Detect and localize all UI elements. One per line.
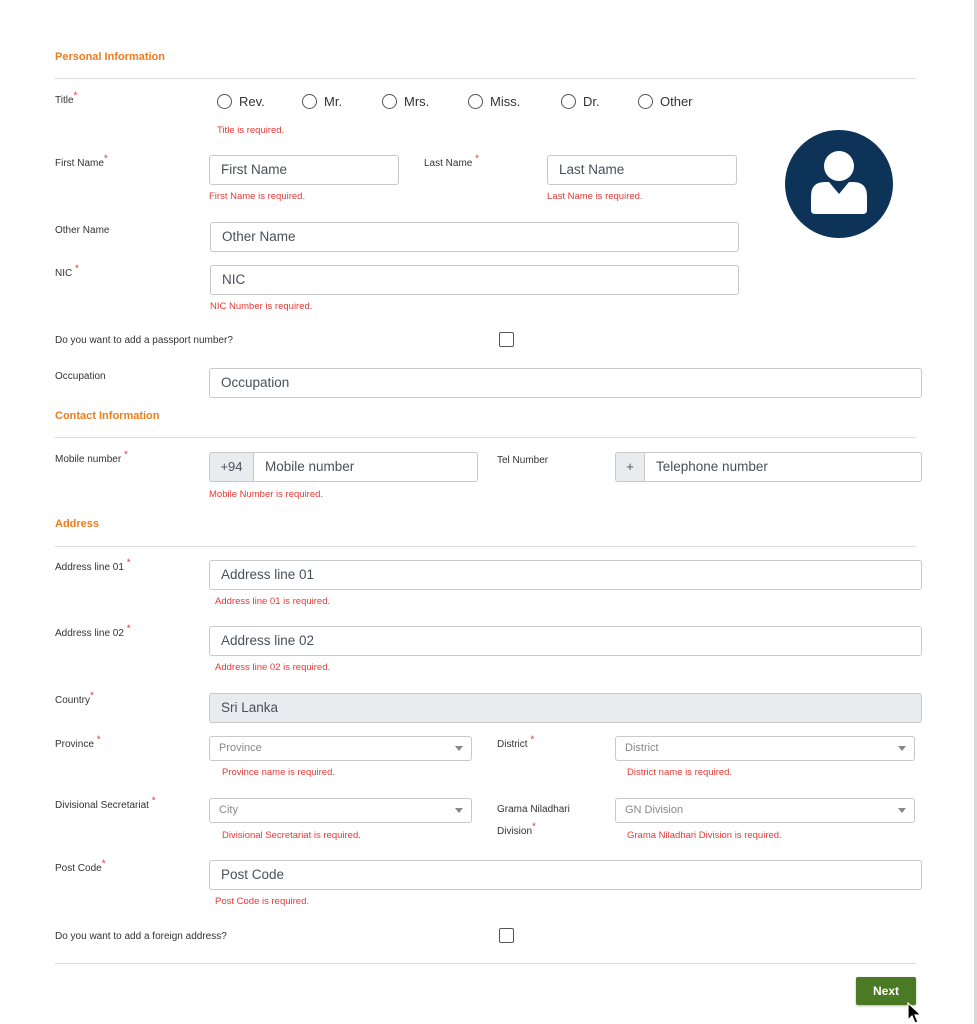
divider <box>55 78 916 79</box>
divider <box>55 963 916 964</box>
radio-icon[interactable] <box>638 94 653 109</box>
first-name-label: First Name* <box>55 153 108 169</box>
divider <box>55 546 916 547</box>
radio-icon[interactable] <box>217 94 232 109</box>
nic-input[interactable]: NIC <box>210 265 739 295</box>
address1-error: Address line 01 is required. <box>215 596 331 607</box>
ds-label: Divisional Secretariat * <box>55 795 156 811</box>
mobile-error: Mobile Number is required. <box>209 489 324 500</box>
gn-error: Grama Niladhari Division is required. <box>627 830 782 841</box>
mobile-label: Mobile number * <box>55 449 128 465</box>
title-radio-mr[interactable]: Mr. <box>302 94 342 109</box>
mouse-cursor-icon <box>906 1002 924 1024</box>
address1-label: Address line 01 * <box>55 557 131 573</box>
chevron-down-icon <box>898 808 906 813</box>
section-title-personal: Personal Information <box>55 51 166 63</box>
section-title-address: Address <box>55 518 100 530</box>
address2-input[interactable]: Address line 02 <box>209 626 922 656</box>
title-label: Title* <box>55 90 78 106</box>
title-radio-miss[interactable]: Miss. <box>468 94 520 109</box>
first-name-input[interactable]: First Name <box>209 155 399 185</box>
radio-icon[interactable] <box>561 94 576 109</box>
title-radio-mrs[interactable]: Mrs. <box>382 94 429 109</box>
section-title-contact: Contact Information <box>55 410 160 422</box>
nic-error: NIC Number is required. <box>210 301 313 312</box>
tel-prefix: + <box>615 452 644 482</box>
title-radio-dr[interactable]: Dr. <box>561 94 600 109</box>
radio-icon[interactable] <box>382 94 397 109</box>
nic-label: NIC * <box>55 263 79 279</box>
address2-error: Address line 02 is required. <box>215 662 331 673</box>
province-select[interactable]: Province <box>209 736 472 761</box>
passport-checkbox[interactable] <box>499 332 514 347</box>
user-silhouette-icon <box>785 130 893 238</box>
postcode-input[interactable]: Post Code <box>209 860 922 890</box>
other-name-label: Other Name <box>55 225 110 236</box>
last-name-input[interactable]: Last Name <box>547 155 737 185</box>
postcode-error: Post Code is required. <box>215 896 309 907</box>
address1-input[interactable]: Address line 01 <box>209 560 922 590</box>
gn-label: Grama Niladhari Division* <box>497 804 570 837</box>
chevron-down-icon <box>898 746 906 751</box>
last-name-label: Last Name * <box>424 153 480 169</box>
first-name-error: First Name is required. <box>209 191 306 202</box>
tel-input[interactable]: Telephone number <box>644 452 922 482</box>
mobile-country-code: +94 <box>209 452 253 482</box>
radio-icon[interactable] <box>468 94 483 109</box>
country-label: Country* <box>55 690 94 706</box>
occupation-label: Occupation <box>55 371 106 382</box>
address2-label: Address line 02 * <box>55 623 131 639</box>
province-error: Province name is required. <box>222 767 335 778</box>
radio-icon[interactable] <box>302 94 317 109</box>
mobile-input[interactable]: Mobile number <box>253 452 478 482</box>
title-radio-other[interactable]: Other <box>638 94 693 109</box>
other-name-input[interactable]: Other Name <box>210 222 739 252</box>
ds-error: Divisional Secretariat is required. <box>222 830 361 841</box>
avatar-icon[interactable] <box>785 130 893 238</box>
chevron-down-icon <box>455 808 463 813</box>
title-radio-rev[interactable]: Rev. <box>217 94 265 109</box>
foreign-address-label: Do you want to add a foreign address? <box>55 931 227 942</box>
chevron-down-icon <box>455 746 463 751</box>
district-error: District name is required. <box>627 767 733 778</box>
last-name-error: Last Name is required. <box>547 191 643 202</box>
district-label: District * <box>497 734 535 750</box>
next-button[interactable]: Next <box>856 977 916 1005</box>
ds-select[interactable]: City <box>209 798 472 823</box>
passport-label: Do you want to add a passport number? <box>55 335 233 346</box>
province-label: Province * <box>55 734 101 750</box>
occupation-input[interactable]: Occupation <box>209 368 922 398</box>
gn-select[interactable]: GN Division <box>615 798 915 823</box>
title-error: Title is required. <box>217 125 285 136</box>
divider <box>55 437 916 438</box>
foreign-address-checkbox[interactable] <box>499 928 514 943</box>
postcode-label: Post Code* <box>55 858 106 874</box>
tel-label: Tel Number <box>497 455 549 466</box>
country-input[interactable]: Sri Lanka <box>209 693 922 723</box>
district-select[interactable]: District <box>615 736 915 761</box>
